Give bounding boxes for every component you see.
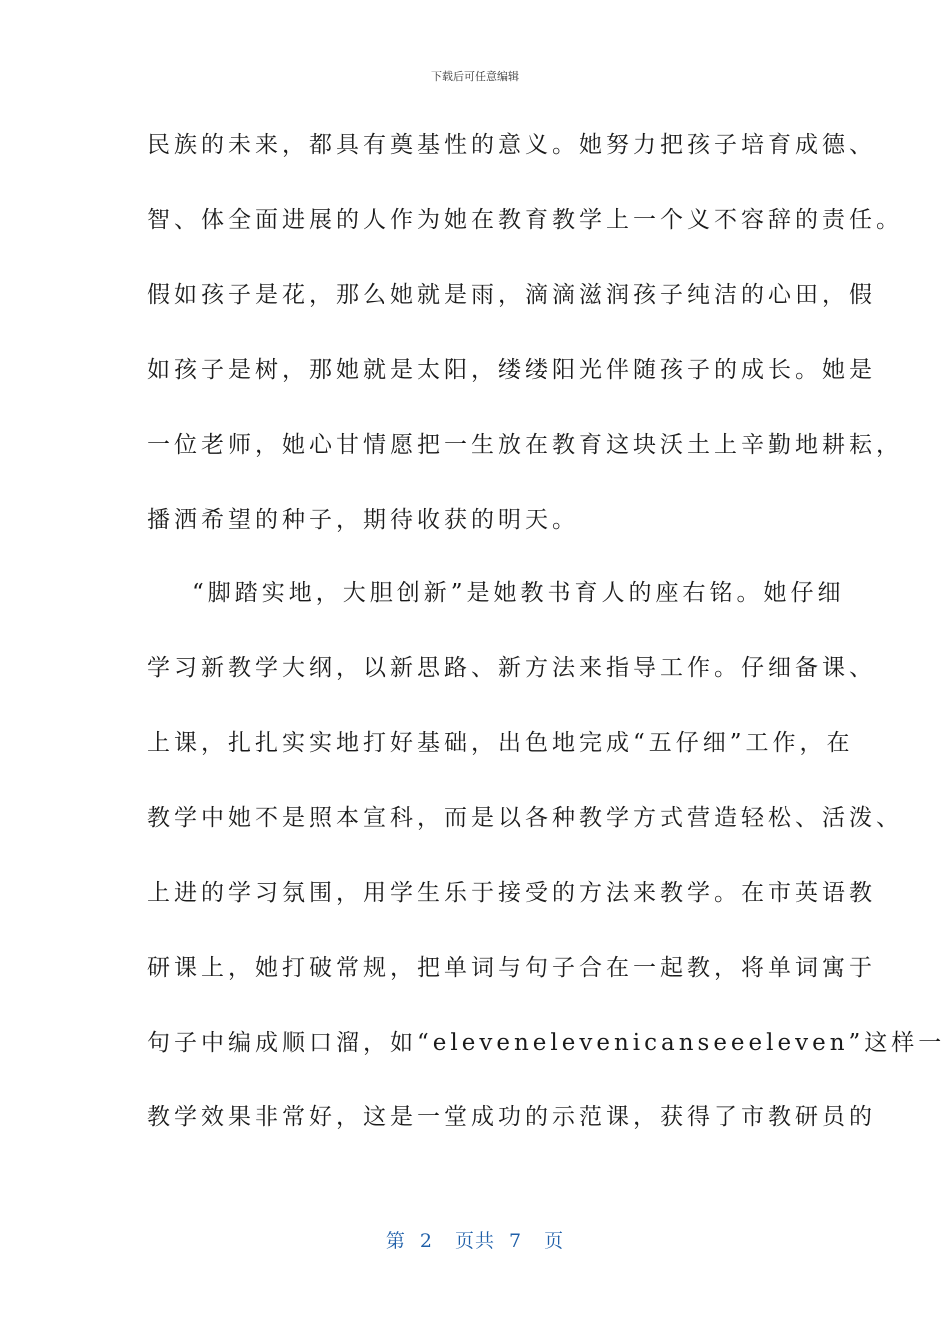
text-line: 上课，扎扎实实地打好基础，出色地完成“五仔细”工作，在 [147,730,854,756]
total-pages-number: 7 [509,1230,523,1252]
text-line: 研课上，她打破常规，把单词与句子合在一起教，将单词寓于 [147,955,876,981]
text-line: 教学中她不是照本宣科，而是以各种教学方式营造轻松、活泼、 [147,805,903,831]
text-line: 上进的学习氛围，用学生乐于接受的方法来教学。在市英语教 [147,880,876,906]
text-line: 假如孩子是花，那么她就是雨，滴滴滋润孩子纯洁的心田，假 [147,282,876,308]
header-note: 下载后可任意编辑 [431,70,519,83]
page-number-footer [0,1226,950,1253]
text-line: 学习新教学大纲，以新思路、新方法来指导工作。仔细备课、 [147,655,876,681]
text-line: “脚踏实地，大胆创新”是她教书育人的座右铭。她仔细 [192,580,845,606]
text-line: 如孩子是树，那她就是太阳，缕缕阳光伴随孩子的成长。她是 [147,357,876,383]
text-line: 教学效果非常好，这是一堂成功的示范课，获得了市教研员的 [147,1104,876,1130]
text-line: 播洒希望的种子，期待收获的明天。 [147,507,579,533]
text-line: 一位老师，她心甘情愿把一生放在教育这块沃土上辛勤地耕耘， [147,432,903,458]
current-page-number: 2 [419,1230,433,1252]
footer-suffix: 页 [544,1230,565,1252]
text-line: 智、体全面进展的人作为她在教育教学上一个义不容辞的责任。 [147,207,903,233]
footer-middle: 页共 [454,1230,495,1252]
footer-prefix: 第 [385,1230,406,1252]
text-line: 民族的未来，都具有奠基性的意义。她努力把孩子培育成德、 [147,132,876,158]
text-line: 句子中编成顺口溜，如“elevenelevenicanseeeleven”这样一 [147,1030,946,1056]
